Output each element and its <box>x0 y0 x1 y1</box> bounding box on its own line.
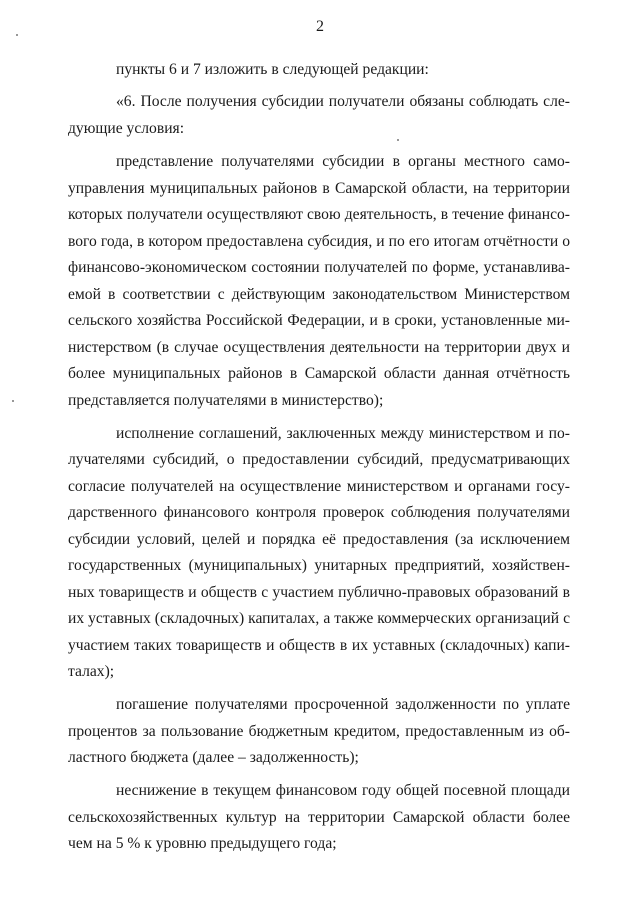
text-line: более муниципальных районов в Самарской области данная отчётность <box>68 365 570 382</box>
text-line: управления муниципальных районов в Самарской области, на территории <box>68 180 570 197</box>
text-line: субсидии условий, целей и порядка её предоставления (за исключением <box>68 531 570 548</box>
text-line: процентов за пользование бюджетным кредитом, предоставленным из об- <box>68 723 570 740</box>
text-line: талах); <box>68 663 115 680</box>
text-line: которых получатели осуществляют свою деятельность, в течение финансо- <box>68 206 570 223</box>
scan-speck <box>16 34 18 36</box>
scan-speck <box>12 400 14 402</box>
text-line: участием таких товариществ и обществ в их уставных (складочных) капи- <box>68 637 570 654</box>
text-line: представление получателями субсидии в органы местного само- <box>116 153 570 170</box>
text-line: чем на 5 % к уровню предыдущего года; <box>68 835 337 852</box>
text-line: дующие условия: <box>68 120 185 137</box>
text-line: дарственного финансового контроля проверок соблюдения получателями <box>68 504 570 521</box>
page-number: 2 <box>316 18 324 35</box>
text-line: сельскохозяйственных культур на территории Самарской области более <box>68 809 570 826</box>
text-line: пункты 6 и 7 изложить в следующей редакции: <box>116 61 429 78</box>
text-line: погашение получателями просроченной задолженности по уплате <box>116 696 570 713</box>
text-line: финансово-экономическом состоянии получателей по форме, устанавлива- <box>68 259 570 276</box>
text-line: представляется получателями в министерство); <box>68 392 384 409</box>
text-line: исполнение соглашений, заключенных между министерством и по- <box>116 425 570 442</box>
text-line: лучателями субсидий, о предоставлении субсидий, предусматривающих <box>68 451 570 468</box>
text-line: их уставных (складочных) капиталах, а также коммерческих организаций с <box>68 610 570 627</box>
scan-speck <box>397 139 399 141</box>
text-line: неснижение в текущем финансовом году общей посевной площади <box>116 782 570 799</box>
text-line: согласие получателей на осуществление министерством и органами госу- <box>68 478 570 495</box>
text-line: емой в соответствии с действующим законодательством Министерством <box>68 286 570 303</box>
text-line: вого года, в котором предоставлена субсидия, и по его итогам отчётности о <box>68 233 570 250</box>
text-line: «6. После получения субсидии получатели обязаны соблюдать сле- <box>116 93 570 110</box>
text-line: государственных (муниципальных) унитарных предприятий, хозяйствен- <box>68 557 570 574</box>
text-line: нистерством (в случае осуществления деятельности на территории двух и <box>68 339 570 356</box>
text-line: ластного бюджета (далее – задолженность); <box>68 749 359 766</box>
text-line: сельского хозяйства Российской Федерации, и в сроки, установленные ми- <box>68 312 570 329</box>
text-line: ных товариществ и обществ с участием публично-правовых образований в <box>68 584 570 601</box>
